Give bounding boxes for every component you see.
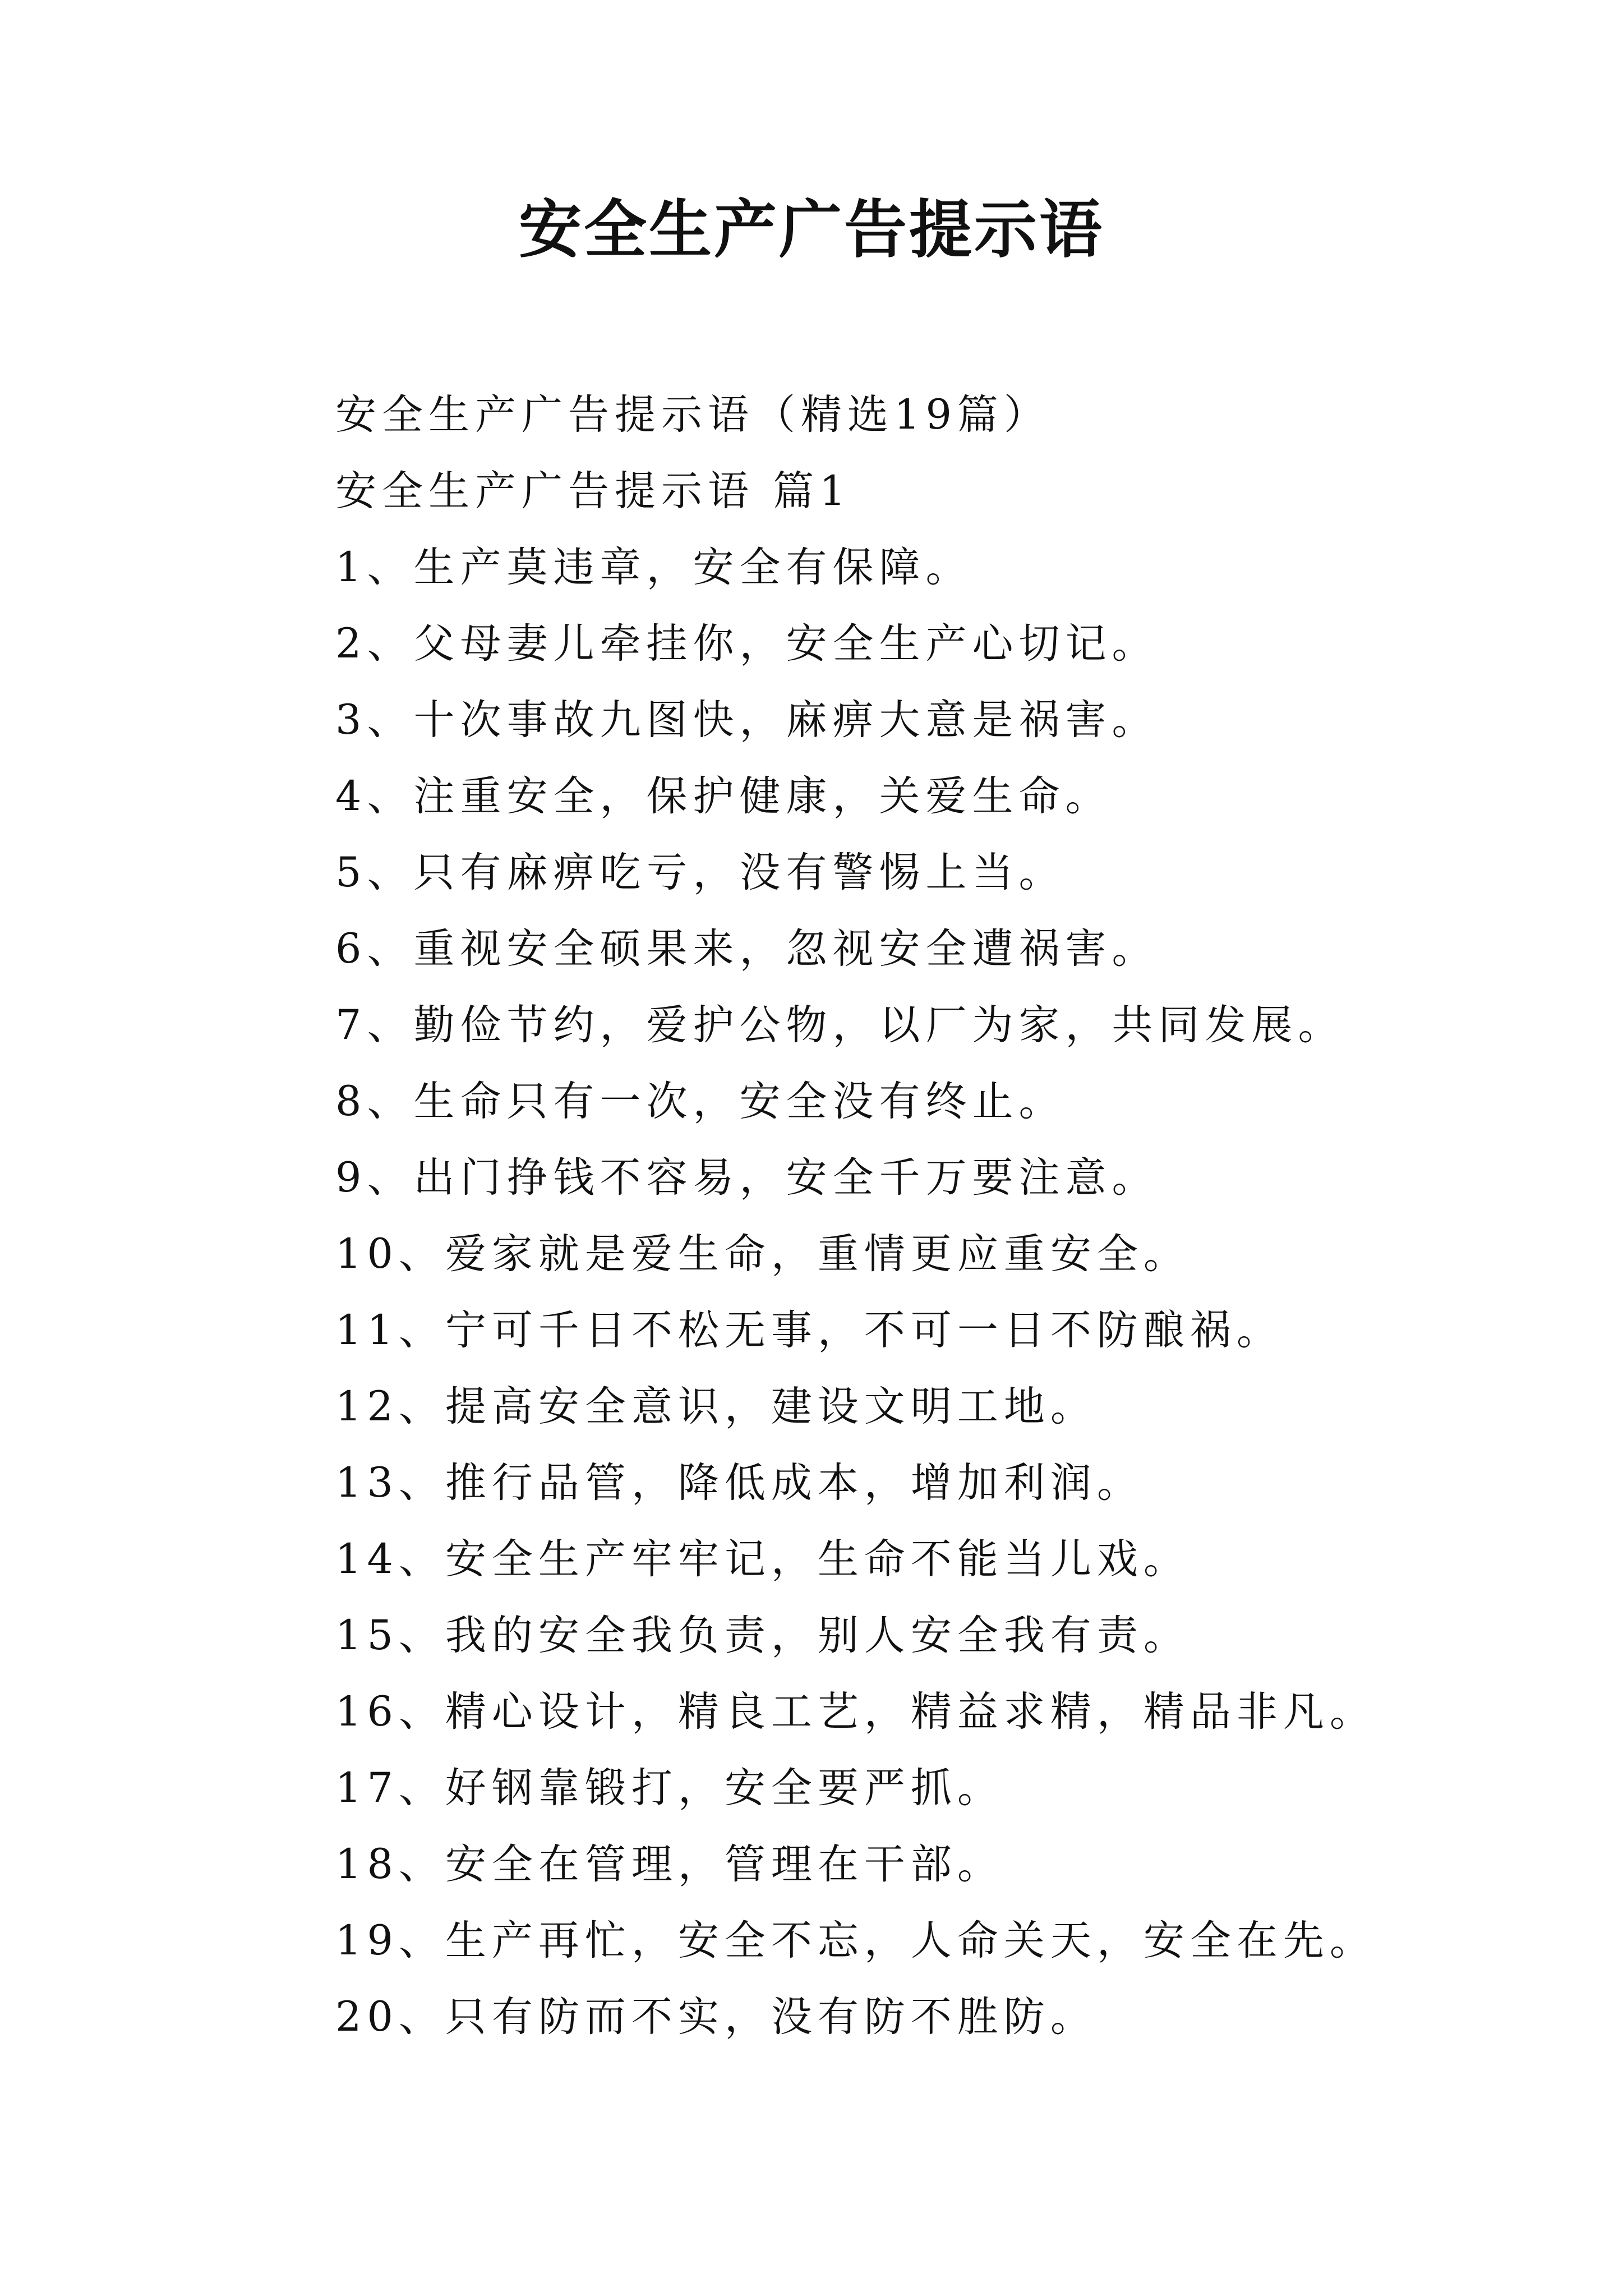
list-item: 9、出门挣钱不容易，安全千万要注意。 [335,1154,1159,1202]
list-item: 10、爱家就是爱生命，重情更应重安全。 [335,1230,1190,1278]
list-item: 3、十次事故九图快，麻痹大意是祸害。 [335,696,1159,744]
list-item: 19、生产再忙，安全不忘，人命关天，安全在先。 [335,1917,1376,1964]
list-item: 6、重视安全硕果来，忽视安全遭祸害。 [335,925,1159,973]
list-item: 11、宁可千日不松无事，不可一日不防酿祸。 [335,1306,1283,1354]
list-item: 1、生产莫违章，安全有保障。 [335,544,972,591]
list-item: 14、安全生产牢牢记，生命不能当儿戏。 [335,1535,1190,1583]
list-item: 17、好钢靠锻打，安全要严抓。 [335,1764,1004,1812]
list-item: 4、注重安全，保护健康，关爱生命。 [335,772,1112,820]
document-body [335,377,1513,2055]
section-heading: 安全生产广告提示语 篇1 [335,467,851,515]
list-item: 16、精心设计，精良工艺，精益求精，精品非凡。 [335,1688,1376,1736]
list-item: 5、只有麻痹吃亏，没有警惕上当。 [335,849,1066,896]
list-item: 15、我的安全我负责，别人安全我有责。 [335,1612,1190,1659]
document-title: 安全生产广告提示语 [519,193,1104,266]
list-item: 13、推行品管，降低成本，增加利润。 [335,1459,1144,1507]
list-item: 7、勤俭节约，爱护公物，以厂为家，共同发展。 [335,1001,1345,1049]
list-item: 12、提高安全意识，建设文明工地。 [335,1383,1097,1430]
list-item: 8、生命只有一次，安全没有终止。 [335,1078,1066,1125]
list-item: 18、安全在管理，管理在干部。 [335,1841,1004,1888]
list-item: 20、只有防而不实，没有防不胜防。 [335,1993,1097,2041]
list-item: 2、父母妻儿牵挂你，安全生产心切记。 [335,620,1159,668]
document-subtitle: 安全生产广告提示语（精选19篇） [335,391,1050,439]
